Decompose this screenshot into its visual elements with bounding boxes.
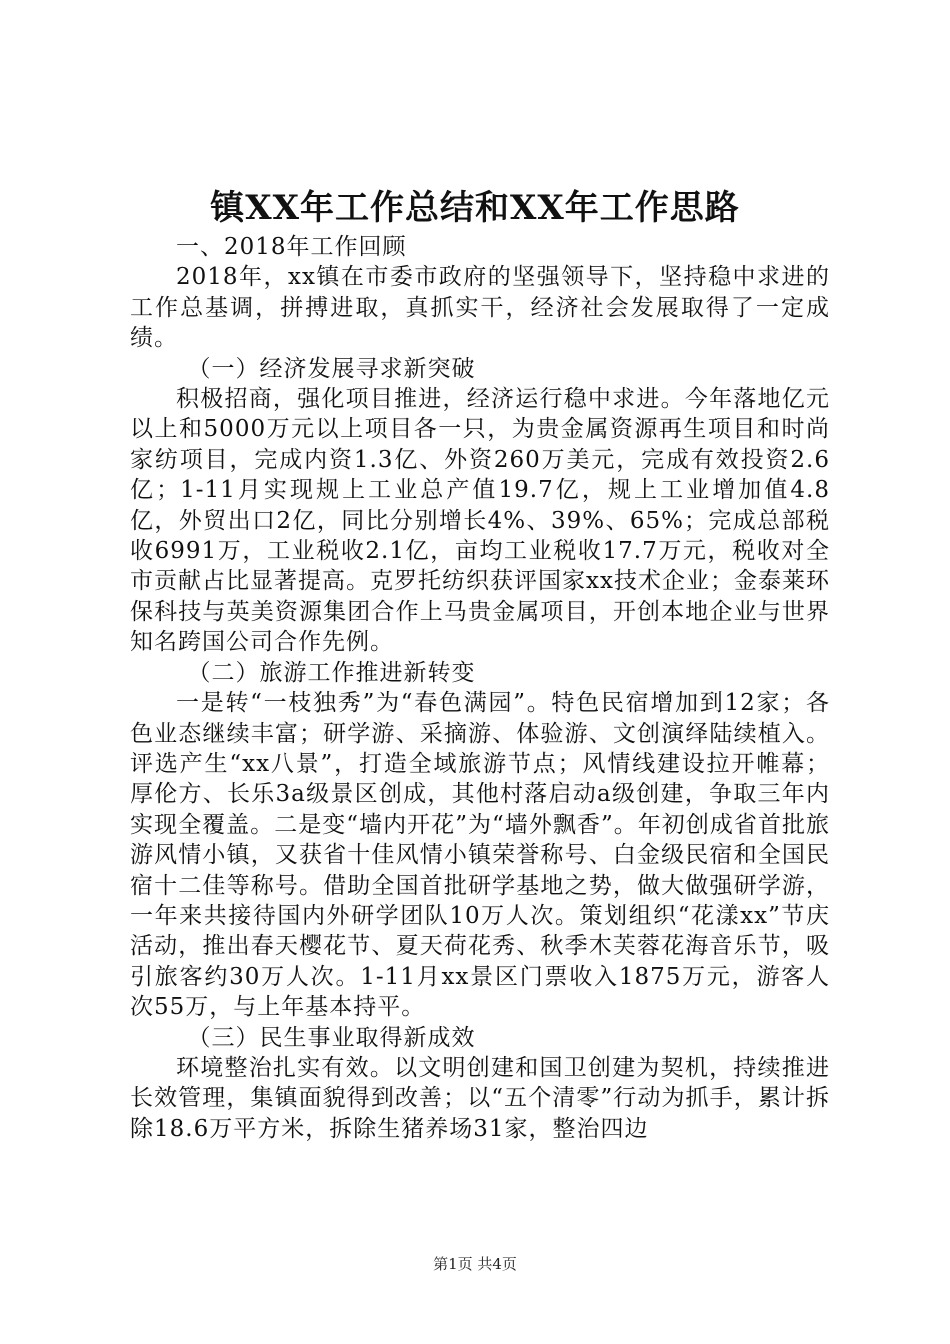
paragraph: 一是转“一枝独秀”为“春色满园”。特色民宿增加到12家；各色业态继续丰富；研学游、采摘游、体验游、文创演绎陆续植入。评选产生“xx八景”，打造全域旅游节点；风情线建设拉开帷幕；厚伦方、长乐3a级景区创成，其他村落启动a级创建，争取三年内实现全覆盖。二是变“墙内开花”为“墙外飘香”。年初创成省首批旅游风情小镇，又获省十佳风情小镇荣誉称号、白金级民宿和全国民宿十二佳等称号。借助全国首批研学基地之势，做大做强研学游，一年来共接待国内外研学团队10万人次。策划组织“花漾xx”节庆活动，推出春天樱花节、夏天荷花秀、秋季木芙蓉花海音乐节，吸引旅客约30万人次。1-11月xx景区门票收入1875万元，游客人次55万，与上年基本持平。 [130,690,830,1021]
paragraph: 2018年，xx镇在市委市政府的坚强领导下，坚持稳中求进的工作总基调，拼搏进取，真抓实干，经济社会发展取得了一定成绩。 [130,264,830,352]
paragraph: 积极招商，强化项目推进，经济运行稳中求进。今年落地亿元以上和5000万元以上项目各一只，为贵金属资源再生项目和时尚家纺项目，完成内资1.3亿、外资260万美元，完成有效投资2.6亿；1-11月实现规上工业总产值19.7亿，规上工业增加值4.8亿，外贸出口2亿，同比分别增长4%、39%、65%；完成总部税收6991万，工业税收2.1亿，亩均工业税收17.7万元，税收对全市贡献占比显著提高。克罗托纺织获评国家xx技术企业；金泰莱环保科技与英美资源集团合作上马贵金属项目，开创本地企业与世界知名跨国公司合作先例。 [130,386,830,656]
section-heading: 一、2018年工作回顾 [176,234,407,260]
document-title: 镇XX年工作总结和XX年工作思路 [210,188,740,228]
document-body [130,232,830,1144]
paragraph: 环境整治扎实有效。以文明创建和国卫创建为契机，持续推进长效管理，集镇面貌得到改善；以“五个清零”行动为抓手，累计拆除18.6万平方米，拆除生猪养场31家，整治四边 [130,1054,830,1142]
page-footer: 第1页 共4页 [433,1255,517,1273]
subsection-heading: （三）民生事业取得新成效 [187,1024,476,1051]
subsection-heading: （二）旅游工作推进新转变 [187,659,476,686]
subsection-heading: （一）经济发展寻求新突破 [187,355,476,382]
